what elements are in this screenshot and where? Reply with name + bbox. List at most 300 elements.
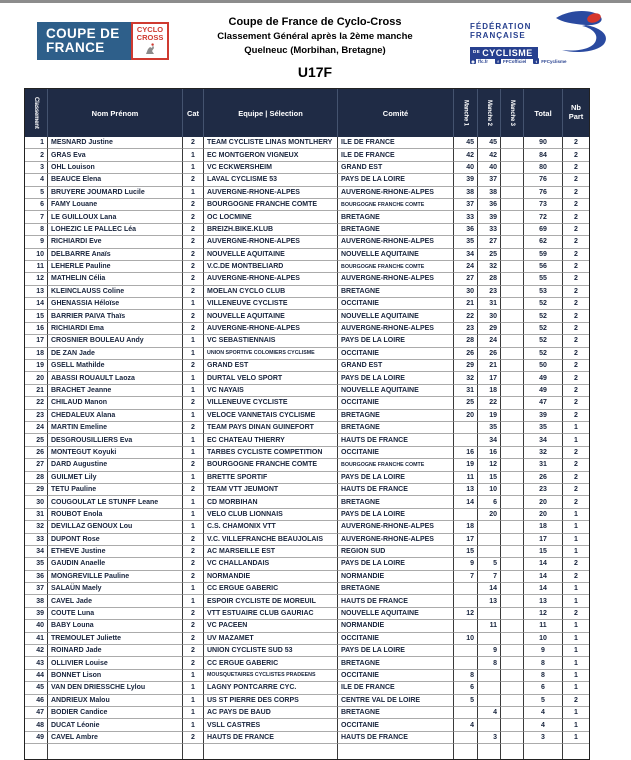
manche3-cell (501, 397, 524, 409)
comite-cell: ILE DE FRANCE (338, 149, 454, 161)
equipe-cell: LAGNY PONTCARRE CYC. (204, 682, 338, 694)
table-row (25, 410, 589, 422)
cat-cell: 2 (183, 422, 204, 434)
rank-cell: 20 (25, 372, 48, 384)
nb-part-cell: 2 (563, 286, 589, 298)
manche2-cell: 32 (478, 261, 501, 273)
table-row (25, 224, 589, 236)
manche2-cell: 34 (478, 434, 501, 446)
manche2-cell: 20 (478, 509, 501, 521)
manche1-cell (454, 732, 478, 744)
table-row (25, 422, 589, 434)
equipe-cell: AUVERGNE-RHONE-ALPES (204, 273, 338, 285)
equipe-cell: TEAM PAYS DINAN GUINEFORT (204, 422, 338, 434)
manche3-cell (501, 571, 524, 583)
manche3-cell (501, 670, 524, 682)
nb-part-cell: 2 (563, 261, 589, 273)
nb-part-cell: 2 (563, 298, 589, 310)
cat-cell: 2 (183, 261, 204, 273)
total-cell: 9 (524, 645, 563, 657)
manche2-cell: 25 (478, 249, 501, 261)
equipe-cell: LAVAL CYCLISME 53 (204, 174, 338, 186)
comite-cell: OCCITANIE (338, 397, 454, 409)
total-cell: 49 (524, 385, 563, 397)
manche3-cell (501, 360, 524, 372)
name-cell: CHILAUD Manon (48, 397, 183, 409)
manche2-cell: 8 (478, 657, 501, 669)
manche1-cell: 17 (454, 534, 478, 546)
name-cell: BEAUCE Elena (48, 174, 183, 186)
comite-cell: PAYS DE LA LOIRE (338, 645, 454, 657)
name-cell: CAVEL Ambre (48, 732, 183, 744)
table-header-row (25, 89, 589, 137)
name-cell: BRACHET Jeanne (48, 385, 183, 397)
equipe-cell: VILLENEUVE CYCLISTE (204, 298, 338, 310)
manche3-cell (501, 137, 524, 149)
cat-cell: 1 (183, 509, 204, 521)
rank-cell: 43 (25, 657, 48, 669)
name-cell: DE ZAN Jade (48, 348, 183, 360)
total-cell: 56 (524, 261, 563, 273)
manche1-cell: 16 (454, 447, 478, 459)
cat-cell: 1 (183, 695, 204, 707)
total-cell: 52 (524, 348, 563, 360)
document-title: Coupe de France de Cyclo-Cross (228, 16, 402, 28)
nb-part-cell: 1 (563, 670, 589, 682)
comite-cell: BRETAGNE (338, 496, 454, 508)
total-cell: 52 (524, 298, 563, 310)
total-cell: 73 (524, 199, 563, 211)
cat-cell: 1 (183, 670, 204, 682)
total-cell: 50 (524, 360, 563, 372)
nb-part-cell: 2 (563, 558, 589, 570)
table-row (25, 472, 589, 484)
table-row (25, 719, 589, 731)
name-cell: ANDRIEUX Malou (48, 695, 183, 707)
equipe-cell: EC CHATEAU THIERRY (204, 434, 338, 446)
name-cell: LE GUILLOUX Lana (48, 211, 183, 223)
cat-cell: 2 (183, 732, 204, 744)
filler-cell (454, 744, 478, 759)
equipe-cell: UNION CYCLISTE SUD 53 (204, 645, 338, 657)
manche2-cell: 26 (478, 348, 501, 360)
rank-cell: 1 (25, 137, 48, 149)
manche3-cell (501, 422, 524, 434)
manche2-cell: 33 (478, 224, 501, 236)
total-cell: 8 (524, 657, 563, 669)
manche3-cell (501, 348, 524, 360)
nb-part-cell: 1 (563, 620, 589, 632)
comite-cell: NOUVELLE AQUITAINE (338, 249, 454, 261)
cat-cell: 1 (183, 298, 204, 310)
total-cell: 59 (524, 249, 563, 261)
manche3-cell (501, 583, 524, 595)
manche3-cell (501, 546, 524, 558)
cat-cell: 2 (183, 657, 204, 669)
rank-cell: 9 (25, 236, 48, 248)
ffc-social-row (470, 58, 567, 64)
comite-cell: PAYS DE LA LOIRE (338, 558, 454, 570)
name-cell: LEHERLE Pauline (48, 261, 183, 273)
total-cell: 76 (524, 187, 563, 199)
table-row (25, 707, 589, 719)
rank-cell: 25 (25, 434, 48, 446)
table-row (25, 534, 589, 546)
equipe-cell: VC CHALLANDAIS (204, 558, 338, 570)
comite-cell: BRETAGNE (338, 657, 454, 669)
equipe-cell: UV MAZAMET (204, 633, 338, 645)
cat-cell: 2 (183, 645, 204, 657)
name-cell: BONNET Lison (48, 670, 183, 682)
manche2-cell (478, 546, 501, 558)
cat-cell: 2 (183, 397, 204, 409)
rank-cell: 14 (25, 298, 48, 310)
manche3-cell (501, 484, 524, 496)
table-body (25, 137, 589, 744)
comite-cell: BOURGOGNE FRANCHE COMTE (338, 459, 454, 471)
equipe-cell: VELOCE VANNETAIS CYCLISME (204, 410, 338, 422)
table-row (25, 459, 589, 471)
name-cell: ROUBOT Enola (48, 509, 183, 521)
name-cell: GRAS Eva (48, 149, 183, 161)
equipe-cell: MOELAN CYCLO CLUB (204, 286, 338, 298)
manche2-cell (478, 682, 501, 694)
comite-cell: NORMANDIE (338, 620, 454, 632)
manche3-cell (501, 719, 524, 731)
cross-label: CROSS (136, 32, 164, 42)
table-row (25, 249, 589, 261)
cat-cell: 2 (183, 608, 204, 620)
total-cell: 4 (524, 707, 563, 719)
comite-cell: BRETAGNE (338, 211, 454, 223)
rank-cell: 33 (25, 534, 48, 546)
nb-part-cell: 1 (563, 434, 589, 446)
rank-cell: 47 (25, 707, 48, 719)
table-row (25, 633, 589, 645)
manche2-cell: 42 (478, 149, 501, 161)
total-cell: 6 (524, 682, 563, 694)
manche1-cell: 31 (454, 385, 478, 397)
table-row (25, 732, 589, 744)
rank-cell: 3 (25, 162, 48, 174)
manche2-cell: 4 (478, 707, 501, 719)
manche2-cell: 16 (478, 447, 501, 459)
equipe-cell: EC MONTGERON VIGNEUX (204, 149, 338, 161)
comite-cell: PAYS DE LA LOIRE (338, 174, 454, 186)
table-row (25, 645, 589, 657)
manche3-cell (501, 149, 524, 161)
name-cell: KLEINCLAUSS Coline (48, 286, 183, 298)
cat-cell: 1 (183, 682, 204, 694)
rank-cell: 27 (25, 459, 48, 471)
facebook-icon: f (495, 58, 501, 64)
comite-cell: NOUVELLE AQUITAINE (338, 310, 454, 322)
comite-cell: BRETAGNE (338, 707, 454, 719)
nb-part-cell: 2 (563, 484, 589, 496)
manche1-cell: 23 (454, 323, 478, 335)
manche1-cell: 13 (454, 484, 478, 496)
nb-part-cell: 2 (563, 459, 589, 471)
rank-cell: 5 (25, 187, 48, 199)
table-row (25, 521, 589, 533)
rank-cell: 22 (25, 397, 48, 409)
manche2-cell: 36 (478, 199, 501, 211)
manche1-cell: 14 (454, 496, 478, 508)
cat-cell: 1 (183, 372, 204, 384)
cat-cell: 2 (183, 224, 204, 236)
filler-cell (524, 744, 563, 759)
cat-cell: 1 (183, 385, 204, 397)
comite-cell: PAYS DE LA LOIRE (338, 509, 454, 521)
total-cell: 84 (524, 149, 563, 161)
rank-cell: 28 (25, 472, 48, 484)
manche1-cell: 10 (454, 633, 478, 645)
manche2-cell: 13 (478, 595, 501, 607)
ffc-logo (468, 10, 618, 68)
cdf-line2: FRANCE (46, 40, 105, 55)
total-cell: 8 (524, 670, 563, 682)
manche3-cell (501, 695, 524, 707)
manche3-cell (501, 249, 524, 261)
nb-part-cell: 2 (563, 496, 589, 508)
equipe-cell: OC LOCMINE (204, 211, 338, 223)
manche2-cell: 22 (478, 397, 501, 409)
cat-cell: 1 (183, 583, 204, 595)
manche3-cell (501, 645, 524, 657)
equipe-cell: AUVERGNE-RHONE-ALPES (204, 323, 338, 335)
manche3-cell (501, 434, 524, 446)
table-row (25, 620, 589, 632)
cat-cell: 1 (183, 447, 204, 459)
name-cell: MATHELIN Célia (48, 273, 183, 285)
manche2-cell: 9 (478, 645, 501, 657)
nb-part-cell: 2 (563, 162, 589, 174)
comite-cell: HAUTS DE FRANCE (338, 434, 454, 446)
nb-part-cell: 2 (563, 360, 589, 372)
total-cell: 76 (524, 174, 563, 186)
rank-cell: 29 (25, 484, 48, 496)
total-cell: 47 (524, 397, 563, 409)
cat-cell: 2 (183, 360, 204, 372)
manche2-cell: 5 (478, 558, 501, 570)
manche3-cell (501, 174, 524, 186)
name-cell: COUTE Luna (48, 608, 183, 620)
manche3-cell (501, 447, 524, 459)
comite-cell: OCCITANIE (338, 719, 454, 731)
table-row (25, 447, 589, 459)
comite-cell: HAUTS DE FRANCE (338, 484, 454, 496)
equipe-cell: TARBES CYCLISTE COMPETITION (204, 447, 338, 459)
equipe-cell: CC ERGUE GABERIC (204, 657, 338, 669)
comite-cell: BRETAGNE (338, 410, 454, 422)
total-cell: 10 (524, 633, 563, 645)
nb-part-cell: 2 (563, 323, 589, 335)
manche1-cell: 33 (454, 211, 478, 223)
cat-cell: 2 (183, 174, 204, 186)
manche3-cell (501, 534, 524, 546)
nb-part-cell: 2 (563, 187, 589, 199)
manche2-cell: 15 (478, 472, 501, 484)
manche1-cell (454, 422, 478, 434)
rank-cell: 4 (25, 174, 48, 186)
comite-cell: NOUVELLE AQUITAINE (338, 608, 454, 620)
nb-part-cell: 2 (563, 199, 589, 211)
manche3-cell (501, 633, 524, 645)
manche3-cell (501, 410, 524, 422)
nb-part-cell: 2 (563, 410, 589, 422)
manche1-cell: 6 (454, 682, 478, 694)
comite-cell: HAUTS DE FRANCE (338, 595, 454, 607)
equipe-cell: MOUSQUETAIRES CYCLISTES PRADEENS (204, 670, 338, 682)
ffc-social-web-label: ffc.fr (478, 58, 488, 64)
nb-part-cell: 2 (563, 310, 589, 322)
total-cell: 53 (524, 286, 563, 298)
header-total: Total (524, 89, 563, 137)
table-row (25, 236, 589, 248)
table-row (25, 137, 589, 149)
comite-cell: AUVERGNE-RHONE-ALPES (338, 273, 454, 285)
cat-cell: 2 (183, 633, 204, 645)
results-table (24, 88, 590, 760)
total-cell: 23 (524, 484, 563, 496)
manche1-cell (454, 434, 478, 446)
manche1-cell: 28 (454, 335, 478, 347)
filler-cell (478, 744, 501, 759)
cat-cell: 2 (183, 571, 204, 583)
manche2-cell (478, 719, 501, 731)
equipe-cell: AUVERGNE-RHONE-ALPES (204, 236, 338, 248)
name-cell: ABASSI ROUAULT Laoza (48, 372, 183, 384)
name-cell: BARRIER PAIVA Thaïs (48, 310, 183, 322)
equipe-cell: US ST PIERRE DES CORPS (204, 695, 338, 707)
manche1-cell: 25 (454, 397, 478, 409)
cat-cell: 1 (183, 434, 204, 446)
manche3-cell (501, 323, 524, 335)
nb-part-cell: 1 (563, 707, 589, 719)
name-cell: GSELL Mathilde (48, 360, 183, 372)
comite-cell: BRETAGNE (338, 422, 454, 434)
rank-cell: 11 (25, 261, 48, 273)
event-location: Quelneuc (Morbihan, Bretagne) (244, 45, 386, 56)
rank-cell: 13 (25, 286, 48, 298)
cat-cell: 1 (183, 149, 204, 161)
table-row (25, 323, 589, 335)
cat-cell: 2 (183, 249, 204, 261)
nb-part-cell: 2 (563, 571, 589, 583)
name-cell: SALAÜN Maely (48, 583, 183, 595)
filler-cell (48, 744, 183, 759)
table-row (25, 149, 589, 161)
nb-part-cell: 2 (563, 249, 589, 261)
manche1-cell: 38 (454, 187, 478, 199)
manche2-cell: 19 (478, 410, 501, 422)
manche1-cell: 26 (454, 348, 478, 360)
manche2-cell: 3 (478, 732, 501, 744)
twitter-icon: t (533, 58, 539, 64)
table-row (25, 546, 589, 558)
manche3-cell (501, 707, 524, 719)
name-cell: VAN DEN DRIESSCHE Lylou (48, 682, 183, 694)
filler-cell (501, 744, 524, 759)
manche2-cell (478, 608, 501, 620)
cdf-line1: COUPE DE (46, 26, 120, 42)
ffc-social-facebook-label: FFCofficiel (503, 58, 527, 64)
name-cell: CHEDALEUX Alana (48, 410, 183, 422)
manche1-cell: 36 (454, 224, 478, 236)
equipe-cell: AC PAYS DE BAUD (204, 707, 338, 719)
nb-part-cell: 2 (563, 335, 589, 347)
name-cell: DARD Augustine (48, 459, 183, 471)
rank-cell: 18 (25, 348, 48, 360)
filler-cell (563, 744, 589, 759)
manche2-cell: 38 (478, 187, 501, 199)
comite-cell: HAUTS DE FRANCE (338, 732, 454, 744)
manche1-cell: 8 (454, 670, 478, 682)
total-cell: 69 (524, 224, 563, 236)
comite-cell: OCCITANIE (338, 298, 454, 310)
document-title-block (150, 16, 480, 80)
comite-cell: BRETAGNE (338, 224, 454, 236)
manche1-cell: 27 (454, 273, 478, 285)
table-row (25, 348, 589, 360)
comite-cell: ILE DE FRANCE (338, 137, 454, 149)
comite-cell: OCCITANIE (338, 348, 454, 360)
cat-cell: 2 (183, 236, 204, 248)
comite-cell: GRAND EST (338, 162, 454, 174)
rank-cell: 37 (25, 583, 48, 595)
table-row (25, 657, 589, 669)
cat-cell: 1 (183, 595, 204, 607)
nb-part-cell: 2 (563, 447, 589, 459)
nb-part-cell: 1 (563, 732, 589, 744)
comite-cell: GRAND EST (338, 360, 454, 372)
table-row (25, 484, 589, 496)
name-cell: MESNARD Justine (48, 137, 183, 149)
manche3-cell (501, 286, 524, 298)
manche1-cell: 21 (454, 298, 478, 310)
equipe-cell: TEAM CYCLISTE LINAS MONTLHERY (204, 137, 338, 149)
equipe-cell: CC ERGUE GABERIC (204, 583, 338, 595)
rank-cell: 7 (25, 211, 48, 223)
manche2-cell: 30 (478, 310, 501, 322)
manche1-cell: 18 (454, 521, 478, 533)
comite-cell: AUVERGNE-RHONE-ALPES (338, 187, 454, 199)
manche3-cell (501, 187, 524, 199)
nb-part-cell: 2 (563, 236, 589, 248)
comite-cell: OCCITANIE (338, 447, 454, 459)
manche2-cell: 6 (478, 496, 501, 508)
equipe-cell: NOUVELLE AQUITAINE (204, 249, 338, 261)
rank-cell: 48 (25, 719, 48, 731)
table-row (25, 608, 589, 620)
rank-cell: 32 (25, 521, 48, 533)
manche1-cell: 42 (454, 149, 478, 161)
manche2-cell: 14 (478, 583, 501, 595)
name-cell: DESGROUSILLIERS Eva (48, 434, 183, 446)
total-cell: 31 (524, 459, 563, 471)
cat-cell: 1 (183, 187, 204, 199)
manche3-cell (501, 385, 524, 397)
manche3-cell (501, 162, 524, 174)
rank-cell: 49 (25, 732, 48, 744)
ffc-line1: FÉDÉRATION (470, 22, 532, 31)
manche1-cell: 35 (454, 236, 478, 248)
name-cell: DUPONT Rose (48, 534, 183, 546)
header-cat: Cat (183, 89, 204, 137)
equipe-cell: VC PACEEN (204, 620, 338, 632)
manche1-cell: 34 (454, 249, 478, 261)
name-cell: ETHEVE Justine (48, 546, 183, 558)
